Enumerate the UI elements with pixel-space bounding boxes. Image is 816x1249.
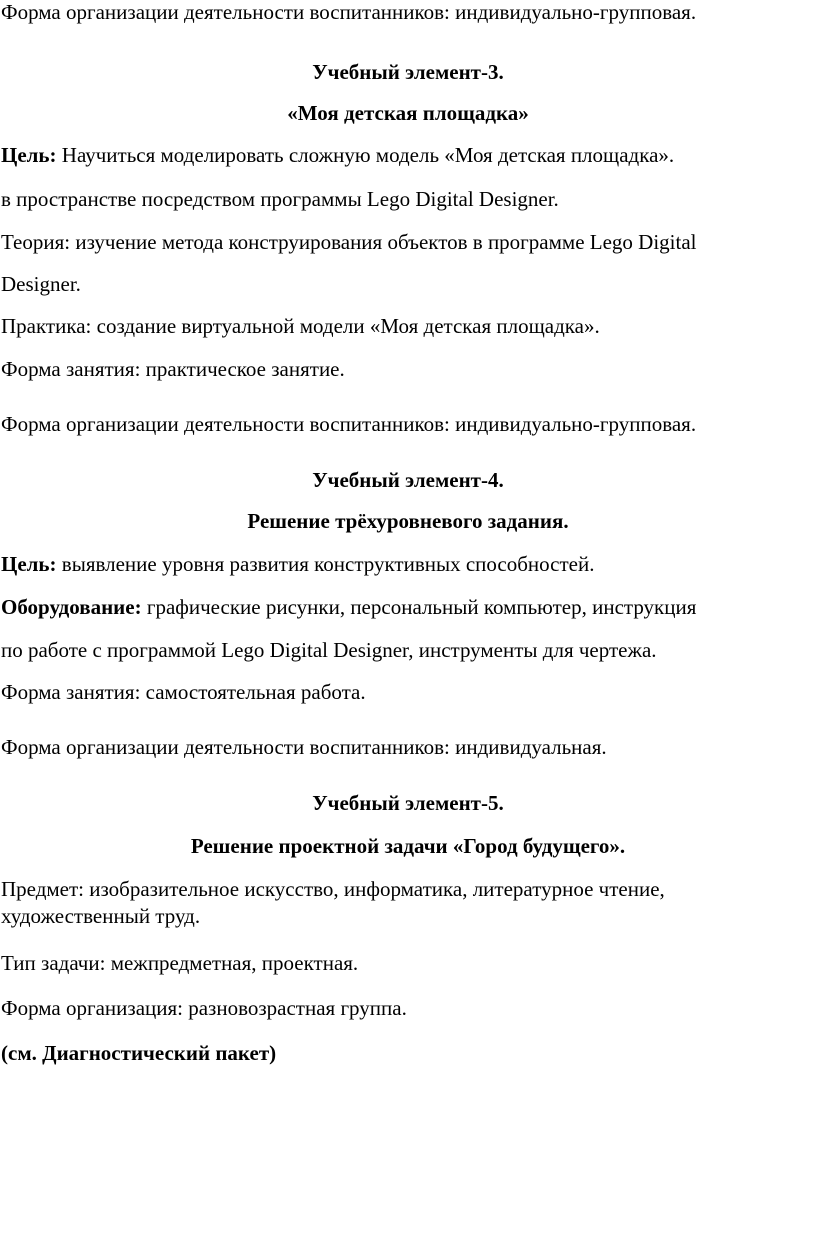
goal-text: выявление уровня развития конструктивных способностей. xyxy=(56,552,595,576)
element5-org-form: Форма организация: разновозрастная группа. xyxy=(1,996,407,1020)
org-form-previous: Форма организации деятельности воспитанников: индивидуально-групповая. xyxy=(1,0,697,24)
element4-org-form: Форма организации деятельности воспитанников: индивидуальная. xyxy=(1,735,607,759)
element5-task-type: Тип задачи: межпредметная, проектная. xyxy=(1,951,359,975)
element3-theory-line1: Теория: изучение метода конструирования объектов в программе Lego Digital xyxy=(1,230,697,254)
element4-lesson-form: Форма занятия: самостоятельная работа. xyxy=(1,680,366,704)
element3-title: «Моя детская площадка» xyxy=(287,101,529,125)
equipment-label: Оборудование: xyxy=(1,595,142,619)
element3-org-form: Форма организации деятельности воспитанников: индивидуально-групповая. xyxy=(1,412,697,436)
element3-goal xyxy=(1,142,674,168)
element5-heading: Учебный элемент-5. xyxy=(312,791,504,815)
goal-label: Цель: xyxy=(1,143,57,167)
goal-label: Цель: xyxy=(1,552,57,576)
element3-practice: Практика: создание виртуальной модели «Моя детская площадка». xyxy=(1,314,600,338)
element5-subject-line2: художественный труд. xyxy=(1,904,201,928)
element5-title: Решение проектной задачи «Город будущего». xyxy=(190,834,626,858)
element4-equipment xyxy=(1,594,696,620)
element3-heading: Учебный элемент-3. xyxy=(312,60,504,84)
equipment-text: графические рисунки, персональный компьютер, инструкция xyxy=(141,595,697,619)
element5-subject-line1: Предмет: изобразительное искусство, информатика, литературное чтение, xyxy=(1,877,665,901)
element4-goal xyxy=(1,551,595,577)
element3-lesson-form: Форма занятия: практическое занятие. xyxy=(1,357,345,381)
element3-theory-line2: Designer. xyxy=(1,272,81,296)
element5-see-also: (см. Диагностический пакет) xyxy=(1,1041,277,1065)
element4-title: Решение трёхуровневого задания. xyxy=(247,509,569,533)
element4-equipment-continued: по работе с программой Lego Digital Designer, инструменты для чертежа. xyxy=(1,638,657,662)
goal-text: Научиться моделировать сложную модель «Моя детская площадка». xyxy=(56,143,675,167)
element4-heading: Учебный элемент-4. xyxy=(312,468,504,492)
element3-goal-continued: в пространстве посредством программы Lego Digital Designer. xyxy=(1,187,559,211)
